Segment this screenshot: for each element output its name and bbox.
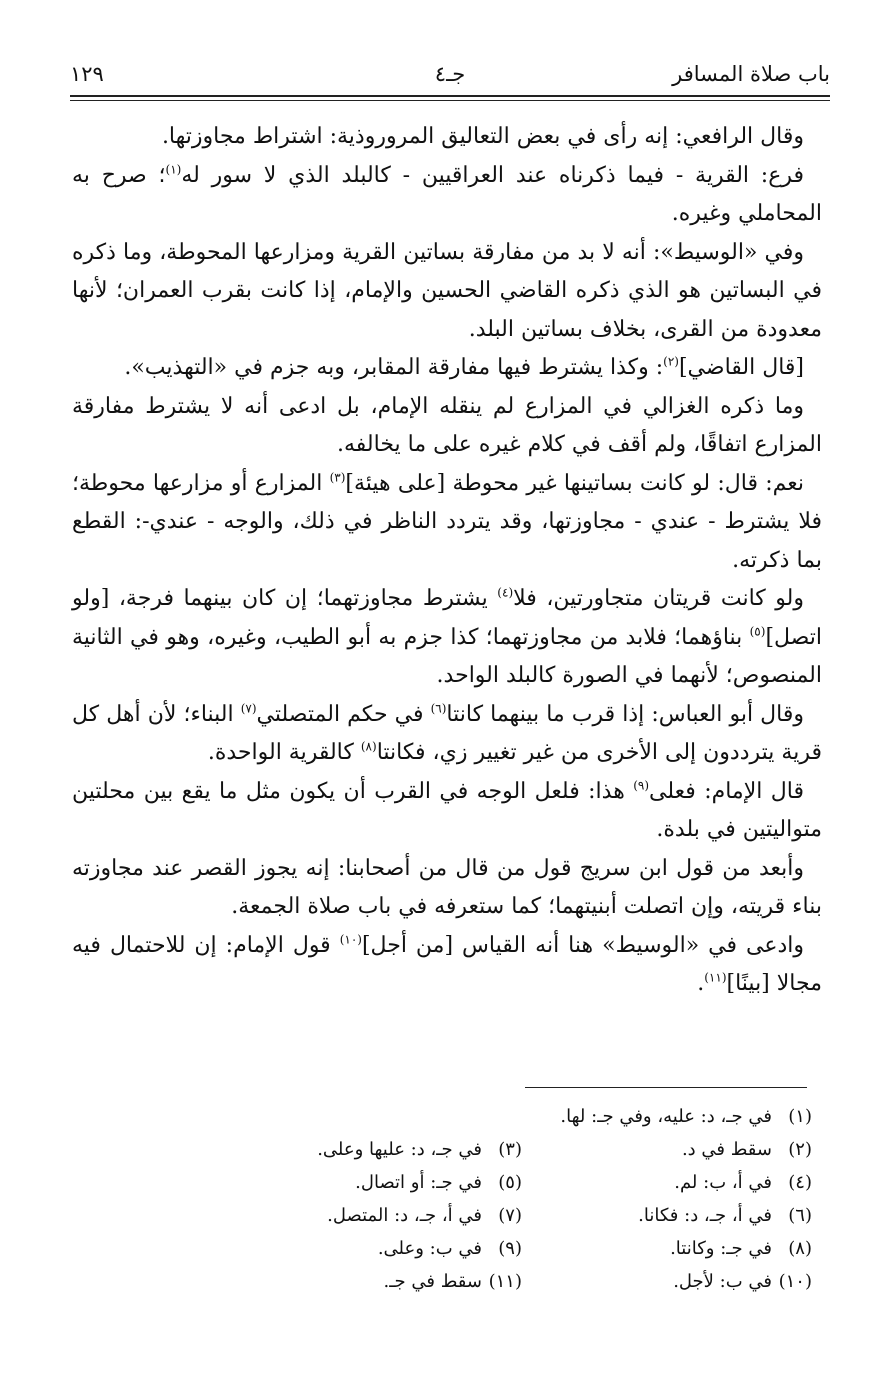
footnote-text: في أ، جـ، د: المتصل.: [327, 1205, 482, 1226]
footnote-marker: (٥): [749, 624, 766, 639]
footnote-text: في جـ: وكانتا.: [670, 1238, 772, 1259]
text-run: كالقرية الواحدة.: [207, 740, 361, 765]
paragraph: [72, 850, 822, 927]
paragraph: [72, 580, 822, 696]
footnote-text: سقط في جـ.: [383, 1271, 482, 1292]
footnote-marker: (٧): [240, 701, 257, 716]
paragraph: [72, 465, 822, 581]
volume-label: جـ٤: [434, 62, 466, 86]
text-run: يشترط مجاوزتهما؛ إن كان بينهما فرجة، [ولو اتصل]: [72, 586, 822, 650]
footnote-separator: [525, 1087, 807, 1088]
main-text: [72, 118, 822, 1004]
footnote-row: [232, 1100, 812, 1133]
text-run: قال الإمام: فعلى: [649, 778, 804, 804]
text-run: .: [697, 971, 705, 996]
footnote-text: سقط في د.: [681, 1139, 772, 1160]
footnote-marker: (٢): [663, 354, 679, 369]
footnote-item: [232, 1199, 522, 1232]
footnote-number: (٢): [788, 1139, 812, 1160]
footnote-number: (٤): [788, 1172, 812, 1193]
text-run: وقال أبو العباس: إذا قرب ما بينهما كانتا: [446, 701, 804, 727]
footnote-row: [232, 1232, 812, 1265]
paragraph: [72, 157, 822, 234]
footnote-item: [522, 1265, 812, 1298]
chapter-title: باب صلاة المسافر: [672, 62, 830, 86]
footnote-item: [522, 1166, 812, 1199]
text-run: وقال الرافعي: إنه رأى في بعض التعاليق المروروذية: اشتراط مجاوزتها.: [161, 124, 804, 149]
paragraph: [72, 388, 822, 465]
text-run: فرع: القرية - فيما ذكرناه عند العراقيين - كالبلد الذي لا سور له: [181, 162, 804, 188]
footnote-number: (١١): [488, 1271, 522, 1292]
footnote-empty-cell: [232, 1100, 522, 1133]
text-run: البناء؛ لأن أهل كل قرية يترددون إلى الأخرى من غير تغيير زي، فكانتا: [72, 701, 822, 765]
paragraph: [72, 234, 822, 350]
footnote-number: (٦): [788, 1205, 812, 1226]
footnote-item: [522, 1100, 812, 1133]
footnote-item: [522, 1199, 812, 1232]
text-run: ؛ صرح به المحاملي وغيره.: [72, 162, 822, 226]
footnote-marker: (٦): [430, 701, 447, 716]
paragraph: [72, 118, 822, 157]
footnote-text: في جـ، د: عليه، وفي جـ: لها.: [560, 1106, 772, 1127]
footnotes: [232, 1100, 812, 1298]
text-run: قول الإمام: إن للاحتمال فيه مجالا [بينًا]: [72, 932, 822, 996]
footnote-marker: (١١): [704, 970, 727, 985]
footnote-marker: (٩): [633, 778, 650, 793]
text-run: في حكم المتصلتي: [256, 701, 431, 727]
text-run: بناؤهما؛ فلابد من مجاوزتهما؛ كذا جزم به أبو الطيب، وغيره، وهو في الثانية المنصوص؛ لأنهما في الصورة كالبلد الواحد.: [72, 624, 822, 688]
footnote-number: (١٠): [778, 1271, 812, 1292]
footnote-text: في جـ: أو اتصال.: [355, 1172, 482, 1193]
footnote-marker: (١): [165, 162, 182, 177]
text-run: وفي «الوسيط»: أنه لا بد من مفارقة بساتين القرية ومزارعها المحوطة، وما ذكره في البساتين هو الذي ذكره القاضي الحسين والإمام، إذا كانت بقرب العمران؛ لأنها معدودة من القرى، بخلاف بساتين البلد.: [72, 239, 822, 342]
footnote-text: في ب: وعلى.: [377, 1238, 482, 1259]
footnote-number: (٣): [498, 1139, 522, 1160]
footnote-item: [232, 1232, 522, 1265]
paragraph: [72, 349, 822, 388]
footnote-item: [232, 1133, 522, 1166]
footnote-item: [522, 1232, 812, 1265]
footnote-text: في أ، ب: لم.: [674, 1172, 772, 1193]
footnote-marker: (٣): [329, 470, 346, 485]
footnote-marker: (١٠): [339, 932, 362, 947]
footnote-marker: (٤): [497, 585, 514, 600]
footnote-number: (١): [788, 1106, 812, 1127]
footnote-text: في أ، جـ، د: فكانا.: [638, 1205, 772, 1226]
footnote-number: (٥): [498, 1172, 522, 1193]
text-run: ولو كانت قريتان متجاورتين، فلا: [513, 586, 805, 611]
running-header: [70, 62, 830, 92]
header-rule-thin: [70, 100, 830, 101]
footnote-text: في جـ، د: عليها وعلى.: [317, 1139, 482, 1160]
footnote-item: [232, 1166, 522, 1199]
text-run: هذا: فلعل الوجه في القرب أن يكون مثل ما يقع بين محلتين متواليتين في بلدة.: [72, 778, 822, 842]
page-number: ١٢٩: [70, 62, 104, 86]
footnote-marker: (٨): [360, 739, 377, 754]
text-run: المزارع أو مزارعها محوطة؛ فلا يشترط - عندي - مجاوزتها، وقد يتردد الناظر في ذلك، والوجه - عندي-: القطع بما ذكرته.: [72, 470, 822, 573]
footnote-text: في ب: لأجل.: [673, 1271, 772, 1292]
footnote-row: [232, 1133, 812, 1166]
footnote-row: [232, 1166, 812, 1199]
footnote-item: [522, 1133, 812, 1166]
header-rule-thick: [70, 95, 830, 97]
footnote-row: [232, 1199, 812, 1232]
footnote-row: [232, 1265, 812, 1298]
footnote-number: (٩): [498, 1238, 522, 1259]
text-run: نعم: قال: لو كانت بساتينها غير محوطة [على هيئة]: [345, 470, 804, 496]
text-run: [قال القاضي]: [678, 355, 804, 380]
text-run: وادعى في «الوسيط» هنا أنه القياس [من أجل]: [361, 932, 804, 958]
text-run: : وكذا يشترط فيها مفارقة المقابر، وبه جزم في «التهذيب».: [124, 355, 664, 380]
paragraph: [72, 927, 822, 1004]
text-run: وأبعد من قول ابن سريج قول من قال من أصحابنا: إنه يجوز القصر عند مجاوزته بناء قريته، وإن اتصلت أبنيتهما؛ كما ستعرفه في باب صلاة الجمعة.: [72, 855, 822, 919]
footnote-number: (٨): [788, 1238, 812, 1259]
text-run: وما ذكره الغزالي في المزارع لم ينقله الإمام، بل ادعى أنه لا يشترط مفارقة المزارع اتفاقًا، ولم أقف في كلام غيره على ما يخالفه.: [72, 393, 822, 457]
footnote-number: (٧): [498, 1205, 522, 1226]
paragraph: [72, 773, 822, 850]
footnote-item: [232, 1265, 522, 1298]
paragraph: [72, 696, 822, 773]
